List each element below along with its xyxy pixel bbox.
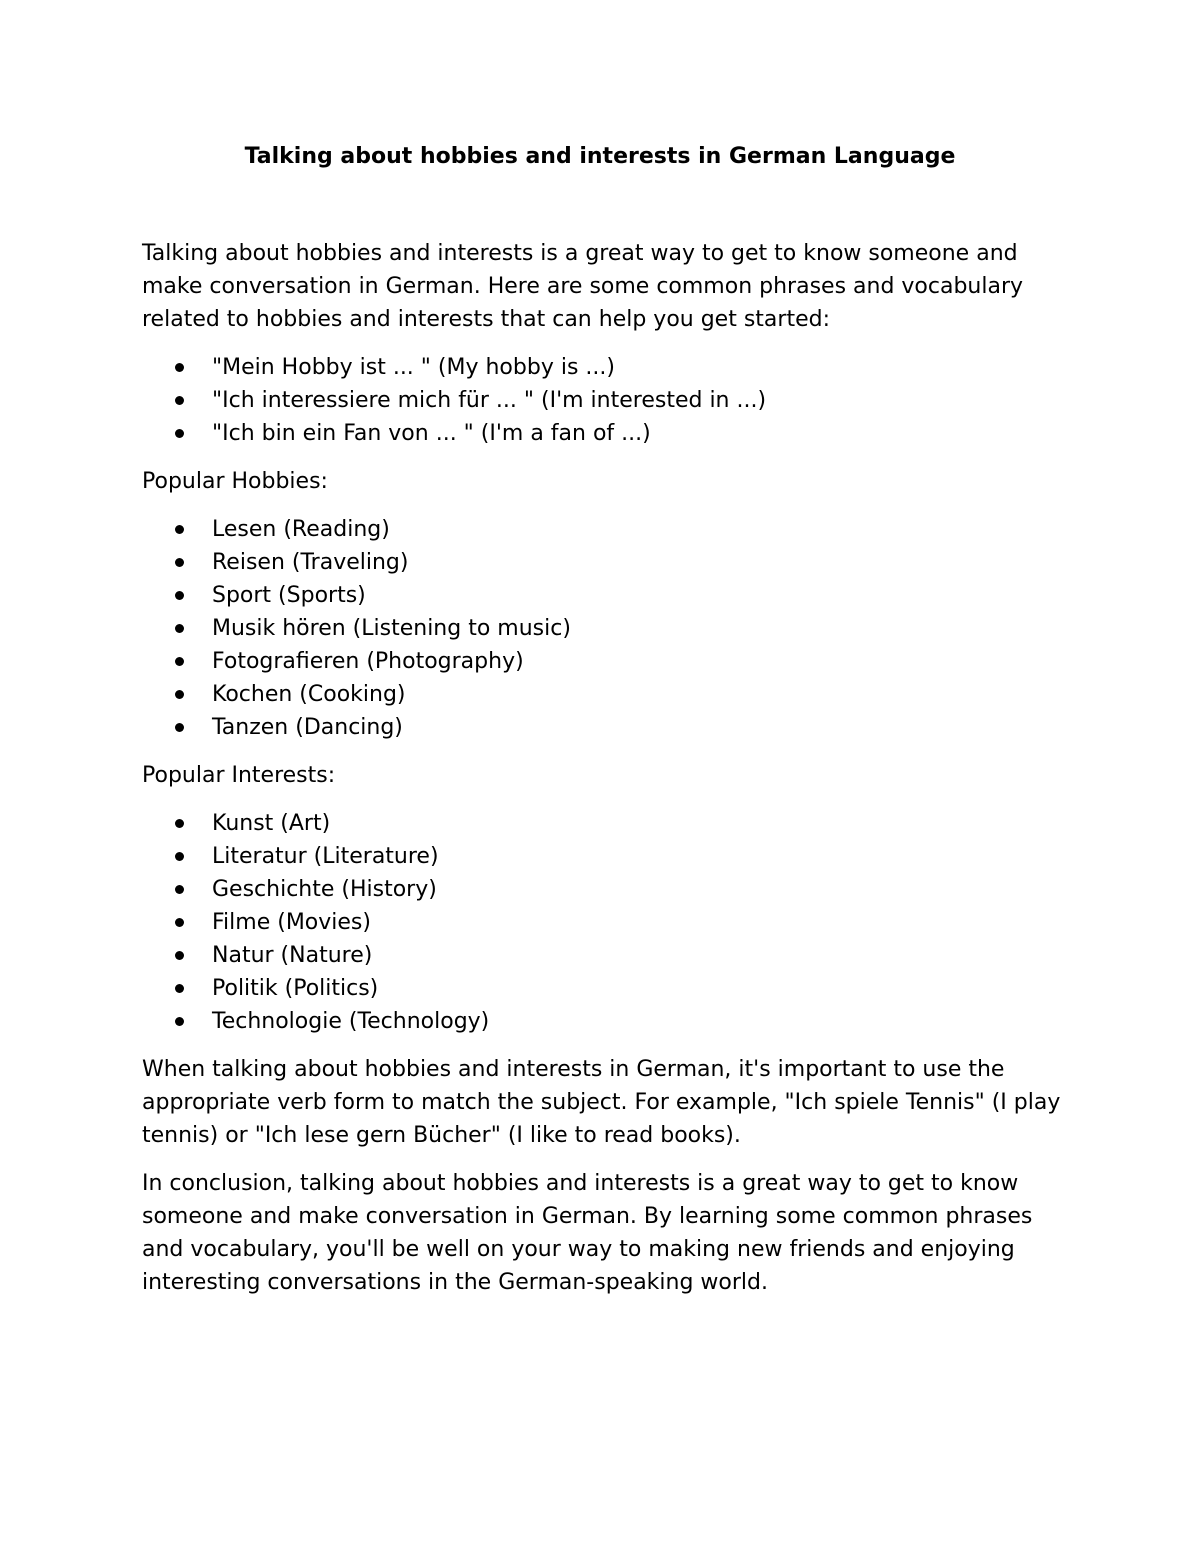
bullet-icon bbox=[175, 657, 184, 666]
bullet-icon bbox=[175, 852, 184, 861]
list-item-text: Sport (Sports) bbox=[212, 583, 366, 608]
list-item-text: Technologie (Technology) bbox=[212, 1009, 490, 1034]
document-title: Talking about hobbies and interests in German Language bbox=[244, 144, 956, 169]
list-item bbox=[142, 840, 1072, 873]
hobbies-heading: Popular Hobbies: bbox=[142, 469, 328, 494]
list-item-text: Kochen (Cooking) bbox=[212, 682, 406, 707]
hobbies-list bbox=[142, 513, 1072, 744]
list-item-text: Kunst (Art) bbox=[212, 811, 331, 836]
bullet-icon bbox=[175, 1017, 184, 1026]
usage-note-paragraph: When talking about hobbies and interests in German, it's important to use the appropriate verb form to match the subject. For example, "Ich spiele Tennis" (I play tennis) or "Ich lese gern Bücher" (I like to read books). bbox=[142, 1057, 1061, 1148]
list-item bbox=[142, 612, 1072, 645]
list-item bbox=[142, 873, 1072, 906]
bullet-icon bbox=[175, 558, 184, 567]
bullet-icon bbox=[175, 885, 184, 894]
list-item bbox=[142, 351, 1072, 384]
bullet-icon bbox=[175, 591, 184, 600]
document-body bbox=[142, 237, 1072, 1314]
list-item bbox=[142, 513, 1072, 546]
list-item bbox=[142, 939, 1072, 972]
bullet-icon bbox=[175, 624, 184, 633]
list-item bbox=[142, 579, 1072, 612]
list-item-text: Literatur (Literature) bbox=[212, 844, 439, 869]
conclusion-paragraph: In conclusion, talking about hobbies and interests is a great way to get to know someone and make conversation in German. By learning some common phrases and vocabulary, you'll be well on your way to making new friends and enjoying interesting conversations in the German-speaking world. bbox=[142, 1171, 1033, 1295]
interests-list bbox=[142, 807, 1072, 1038]
list-item-text: Musik hören (Listening to music) bbox=[212, 616, 571, 641]
list-item bbox=[142, 1005, 1072, 1038]
list-item bbox=[142, 678, 1072, 711]
list-item bbox=[142, 906, 1072, 939]
list-item bbox=[142, 807, 1072, 840]
list-item-text: Tanzen (Dancing) bbox=[212, 715, 403, 740]
list-item bbox=[142, 645, 1072, 678]
intro-paragraph: Talking about hobbies and interests is a great way to get to know someone and make conversation in German. Here are some common phrases and vocabulary related to hobbies and interests that can help you get started: bbox=[142, 241, 1024, 332]
list-item-text: "Mein Hobby ist ... " (My hobby is ...) bbox=[212, 355, 615, 380]
bullet-icon bbox=[175, 363, 184, 372]
bullet-icon bbox=[175, 723, 184, 732]
interests-heading: Popular Interests: bbox=[142, 763, 336, 788]
phrases-list bbox=[142, 351, 1072, 450]
list-item bbox=[142, 384, 1072, 417]
list-item bbox=[142, 972, 1072, 1005]
bullet-icon bbox=[175, 525, 184, 534]
list-item-text: Reisen (Traveling) bbox=[212, 550, 409, 575]
list-item-text: Politik (Politics) bbox=[212, 976, 379, 1001]
list-item-text: Lesen (Reading) bbox=[212, 517, 390, 542]
list-item bbox=[142, 711, 1072, 744]
bullet-icon bbox=[175, 690, 184, 699]
list-item-text: Fotografieren (Photography) bbox=[212, 649, 524, 674]
list-item-text: Geschichte (History) bbox=[212, 877, 437, 902]
bullet-icon bbox=[175, 984, 184, 993]
bullet-icon bbox=[175, 429, 184, 438]
list-item-text: "Ich bin ein Fan von ... " (I'm a fan of ...) bbox=[212, 421, 651, 446]
bullet-icon bbox=[175, 918, 184, 927]
list-item bbox=[142, 546, 1072, 579]
bullet-icon bbox=[175, 819, 184, 828]
bullet-icon bbox=[175, 951, 184, 960]
list-item-text: Natur (Nature) bbox=[212, 943, 373, 968]
bullet-icon bbox=[175, 396, 184, 405]
list-item-text: "Ich interessiere mich für ... " (I'm interested in ...) bbox=[212, 388, 767, 413]
list-item-text: Filme (Movies) bbox=[212, 910, 371, 935]
list-item bbox=[142, 417, 1072, 450]
